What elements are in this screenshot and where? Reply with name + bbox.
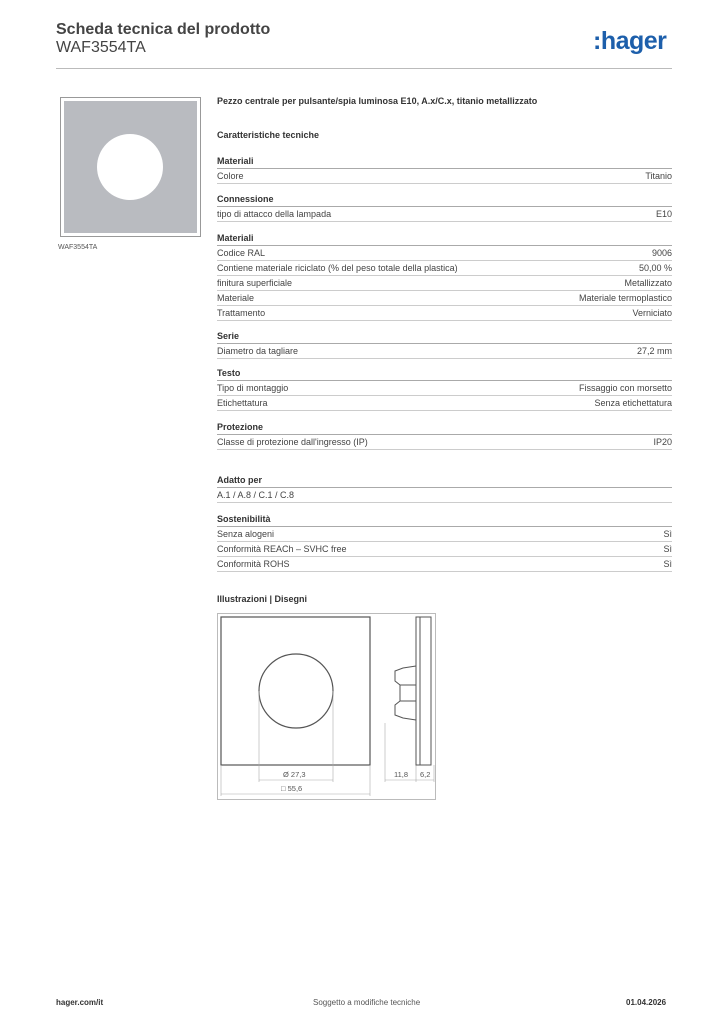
spec-row: [217, 542, 672, 557]
image-caption: WAF3554TA: [58, 244, 98, 251]
spec-section: [217, 473, 672, 503]
dim-depth: 11,8: [394, 770, 409, 779]
technical-drawing: [217, 613, 437, 801]
spec-value: Fissaggio con morsetto: [578, 383, 672, 393]
spec-section: [217, 192, 672, 222]
spec-label: Tipo di montaggio: [217, 383, 289, 393]
spec-section: [217, 366, 672, 411]
page-title: Scheda tecnica del prodotto: [56, 21, 271, 38]
spec-value: 9006: [651, 248, 672, 258]
header-divider: [56, 68, 672, 69]
spec-label: Codice RAL: [217, 248, 266, 258]
spec-row: [217, 488, 672, 503]
spec-row: [217, 435, 672, 450]
spec-row: [217, 276, 672, 291]
spec-value: Sì: [663, 529, 672, 539]
dim-diameter: Ø 27,3: [283, 770, 306, 779]
spec-label: A.1 / A.8 / C.1 / C.8: [217, 490, 295, 500]
spec-value: 27,2 mm: [636, 346, 672, 356]
spec-label: Contiene materiale riciclato (% del peso totale della plastica): [217, 263, 458, 273]
spec-value: 50,00 %: [638, 263, 672, 273]
spec-row: [217, 557, 672, 572]
product-title: Pezzo centrale per pulsante/spia luminosa E10, A.x/C.x, titanio metallizzato: [217, 96, 538, 106]
product-image: [60, 97, 201, 237]
spec-row: [217, 291, 672, 306]
section-heading: Sostenibilità: [217, 512, 672, 527]
spec-value: Sì: [663, 544, 672, 554]
dim-thickness: 6,2: [420, 770, 431, 779]
dim-square: □ 55,6: [281, 784, 303, 793]
spec-section: [217, 420, 672, 450]
spec-label: Diametro da tagliare: [217, 346, 299, 356]
spec-value: Sì: [663, 559, 672, 569]
spec-row: [217, 261, 672, 276]
spec-label: Trattamento: [217, 308, 266, 318]
spec-row: [217, 306, 672, 321]
spec-value: IP20: [653, 437, 672, 447]
footer-note: Soggetto a modifiche tecniche: [313, 998, 421, 1007]
spec-section: [217, 512, 672, 572]
spec-label: Etichettatura: [217, 398, 268, 408]
spec-label: Classe di protezione dall'ingresso (IP): [217, 437, 368, 447]
spec-value: Verniciato: [632, 308, 672, 318]
spec-row: [217, 169, 672, 184]
spec-row: [217, 246, 672, 261]
spec-label: Materiale: [217, 293, 255, 303]
section-heading: Protezione: [217, 420, 672, 435]
section-heading: Materiali: [217, 231, 672, 246]
section-heading: Testo: [217, 366, 672, 381]
tech-heading: Caratteristiche tecniche: [217, 130, 320, 140]
section-heading: Materiali: [217, 154, 672, 169]
spec-section: [217, 154, 672, 184]
section-heading: Adatto per: [217, 473, 672, 488]
section-heading: Connessione: [217, 192, 672, 207]
section-heading: Serie: [217, 329, 672, 344]
illustrations-heading: Illustrazioni | Disegni: [217, 594, 308, 604]
spec-row: [217, 344, 672, 359]
spec-section: [217, 231, 672, 321]
spec-label: finitura superficiale: [217, 278, 293, 288]
spec-label: Senza alogeni: [217, 529, 275, 539]
spec-row: [217, 396, 672, 411]
spec-label: Conformità ROHS: [217, 559, 290, 569]
hager-logo: :hager: [593, 27, 667, 55]
spec-row: [217, 527, 672, 542]
spec-value: Materiale termoplastico: [578, 293, 672, 303]
spec-value: E10: [655, 209, 672, 219]
spec-label: Colore: [217, 171, 244, 181]
product-code: WAF3554TA: [56, 39, 146, 56]
spec-row: [217, 207, 672, 222]
spec-label: Conformità REACh – SVHC free: [217, 544, 347, 554]
spec-value: Metallizzato: [624, 278, 672, 288]
spec-section: [217, 329, 672, 359]
spec-value: Titanio: [645, 171, 672, 181]
spec-label: tipo di attacco della lampada: [217, 209, 332, 219]
footer-date: 01.04.2026: [626, 998, 667, 1007]
spec-value: Senza etichettatura: [594, 398, 672, 408]
footer-site[interactable]: hager.com/it: [56, 998, 104, 1007]
spec-row: [217, 381, 672, 396]
